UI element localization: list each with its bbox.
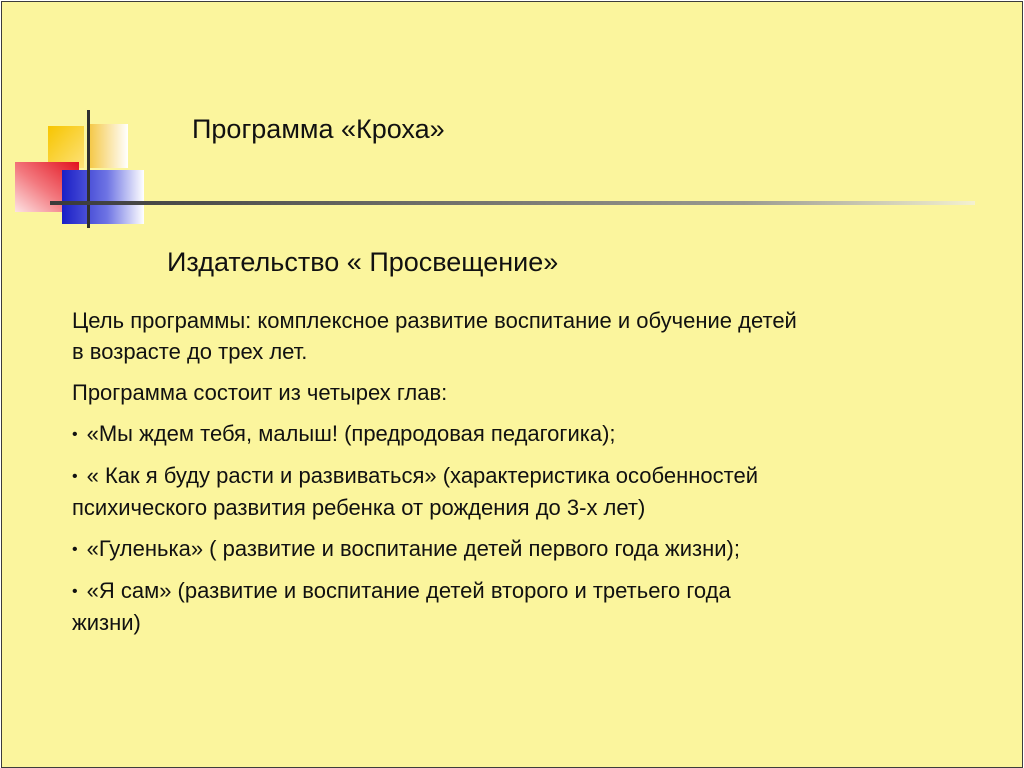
horizontal-rule: [50, 201, 975, 205]
bullet-text-line-1: « Как я буду расти и развиваться» (характеристика особенностей: [86, 463, 758, 488]
list-item: [72, 418, 932, 450]
bullet-icon: •: [72, 468, 78, 485]
structure-paragraph: Программа состоит из четырех глав:: [72, 380, 448, 405]
list-item: [72, 533, 932, 565]
slide: [1, 1, 1023, 768]
vertical-rule: [87, 110, 90, 228]
bullet-text-line-1: «Я сам» (развитие и воспитание детей второго и третьего года: [86, 578, 731, 603]
list-item: [72, 575, 932, 638]
slide-title: Программа «Кроха»: [192, 114, 445, 144]
goal-line-2: в возрасте до трех лет.: [72, 339, 308, 364]
slide-body: [72, 305, 932, 648]
bullet-text-line-1: «Гуленька» ( развитие и воспитание детей первого года жизни);: [86, 536, 740, 561]
bullet-text-line-1: «Мы ждем тебя, малыш! (предродовая педагогика);: [86, 421, 616, 446]
yellow-square: [48, 126, 84, 168]
pale-square: [90, 124, 128, 168]
bullet-icon: •: [72, 583, 78, 600]
blue-square: [62, 170, 144, 224]
goal-line-1: Цель программы: комплексное развитие воспитание и обучение детей: [72, 308, 797, 333]
slide-subtitle: Издательство « Просвещение»: [167, 247, 559, 277]
bullet-icon: •: [72, 426, 78, 443]
bullet-icon: •: [72, 541, 78, 558]
list-item: [72, 460, 932, 523]
goal-paragraph: [72, 305, 932, 367]
bullet-text-line-2: психического развития ребенка от рождения до 3-х лет): [72, 495, 646, 520]
bullet-text-line-2: жизни): [72, 610, 141, 635]
color-squares-logo-icon: [2, 2, 1022, 242]
